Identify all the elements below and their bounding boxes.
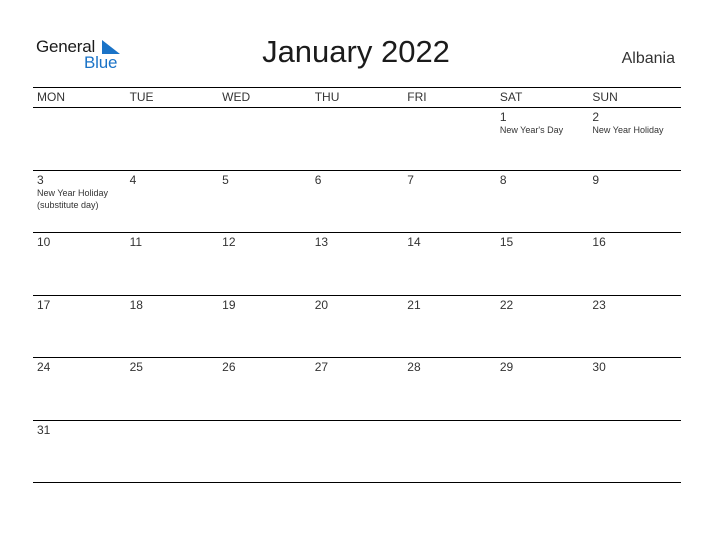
- day-cell: [496, 108, 589, 170]
- day-number: 10: [37, 235, 51, 249]
- day-number: 7: [407, 172, 414, 187]
- day-cell: [496, 358, 589, 420]
- day-number: 20: [314, 297, 329, 312]
- day-number: 6: [314, 172, 322, 187]
- day-cell: [588, 171, 681, 233]
- day-cell: [496, 171, 589, 233]
- day-number: 22: [499, 297, 514, 312]
- day-cell: [403, 296, 496, 358]
- day-cell: [33, 108, 126, 170]
- day-number: 26: [222, 360, 236, 374]
- day-cell: [311, 358, 404, 420]
- day-cell: [33, 296, 126, 358]
- day-cell: [588, 296, 681, 358]
- weekday-header: MON: [37, 90, 65, 104]
- day-number: 19: [222, 297, 236, 312]
- day-cell: [126, 171, 219, 233]
- weekday-header: THU: [314, 90, 340, 104]
- week-row: [33, 171, 681, 234]
- day-cell: [311, 108, 404, 170]
- week-row: [33, 358, 681, 421]
- day-number: 5: [222, 172, 229, 187]
- day-cell: [403, 171, 496, 233]
- day-cell: [311, 233, 404, 295]
- day-cell: [218, 233, 311, 295]
- day-cell: [126, 233, 219, 295]
- day-cell: [126, 108, 219, 170]
- day-cell: [588, 358, 681, 420]
- country-label: Albania: [621, 50, 675, 67]
- day-cell: [311, 296, 404, 358]
- day-number: 24: [37, 360, 51, 374]
- day-number: 8: [499, 172, 507, 187]
- weekday-header: SAT: [499, 90, 523, 104]
- day-cell: [311, 421, 404, 483]
- day-number: 14: [407, 235, 421, 249]
- day-number: 17: [37, 297, 51, 312]
- day-number: 27: [314, 360, 329, 374]
- day-cell: [218, 171, 311, 233]
- day-cell: [496, 421, 589, 483]
- day-number: 13: [314, 235, 329, 249]
- day-cell: [496, 233, 589, 295]
- day-cell: [588, 421, 681, 483]
- calendar-grid: [33, 87, 681, 483]
- day-cell: [311, 171, 404, 233]
- day-cell: [33, 358, 126, 420]
- day-number: 29: [499, 360, 514, 374]
- day-number: 12: [222, 235, 236, 249]
- day-cell: [218, 421, 311, 483]
- day-cell: [403, 421, 496, 483]
- day-cell: [403, 358, 496, 420]
- weekday-header-row: [33, 87, 681, 108]
- day-cell: [126, 296, 219, 358]
- day-number: 15: [499, 235, 514, 249]
- day-number: 18: [129, 297, 143, 312]
- day-number: 11: [129, 235, 143, 249]
- day-number: 9: [592, 172, 600, 187]
- week-row: [33, 233, 681, 296]
- week-row: [33, 108, 681, 171]
- calendar-weeks: [33, 108, 681, 483]
- day-cell: [403, 108, 496, 170]
- holiday-label: New Year Holiday: [592, 125, 664, 135]
- weekday-header: SUN: [592, 90, 618, 104]
- day-number: 4: [129, 172, 137, 187]
- day-number: 28: [407, 360, 421, 374]
- day-cell: [496, 296, 589, 358]
- logo-text-blue: Blue: [84, 53, 118, 72]
- day-number: 30: [592, 360, 606, 374]
- holiday-label: New Year Holiday (substitute day): [37, 187, 109, 210]
- day-number: 25: [129, 360, 143, 374]
- day-cell: [218, 296, 311, 358]
- day-cell: [33, 171, 126, 233]
- day-number: 3: [37, 172, 44, 187]
- weekday-header: TUE: [129, 90, 154, 104]
- calendar-title: January 2022: [262, 34, 450, 69]
- day-number: 2: [592, 110, 600, 124]
- day-number: 16: [592, 235, 606, 249]
- day-cell: [218, 108, 311, 170]
- week-row: [33, 296, 681, 359]
- day-cell: [218, 358, 311, 420]
- day-cell: [33, 421, 126, 483]
- weekday-header: FRI: [407, 90, 427, 104]
- day-cell: [588, 233, 681, 295]
- day-cell: [403, 233, 496, 295]
- day-number: 31: [37, 422, 51, 437]
- weekday-header: WED: [222, 90, 251, 104]
- day-cell: [126, 421, 219, 483]
- holiday-label: New Year's Day: [499, 125, 564, 135]
- day-cell: [588, 108, 681, 170]
- day-number: 21: [407, 297, 421, 312]
- logo-text-general: General: [36, 37, 96, 56]
- day-number: 1: [499, 110, 507, 124]
- day-cell: [126, 358, 219, 420]
- day-cell: [33, 233, 126, 295]
- week-row: [33, 421, 681, 484]
- day-number: 23: [592, 297, 606, 312]
